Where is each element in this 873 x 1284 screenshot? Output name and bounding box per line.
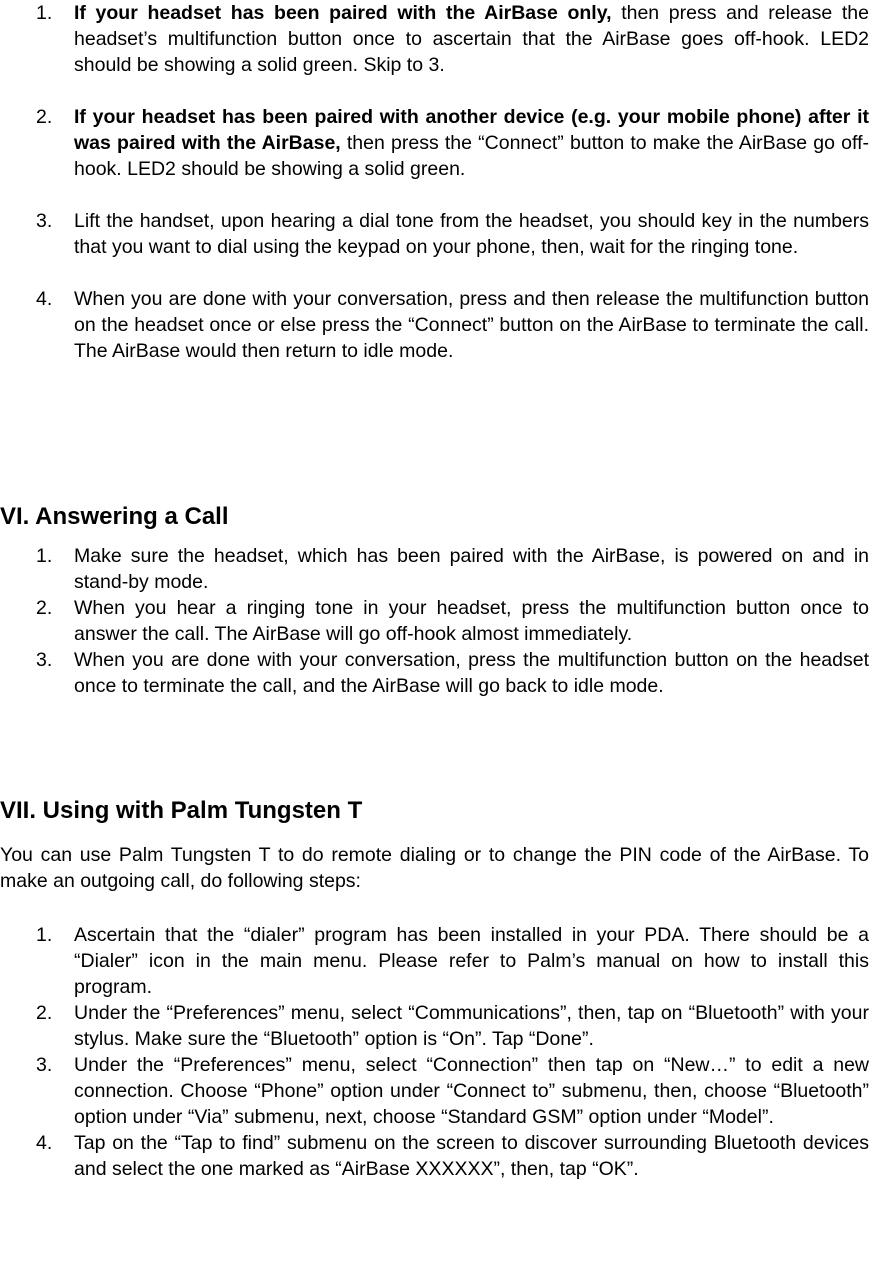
- step-text: When you are done with your conversation, press and then release the multifunction button on the headset once or else press the “Connect” button on the AirBase to terminate the call. The AirBase would then return to idle mode.: [74, 288, 869, 362]
- list-item: [0, 1130, 873, 1182]
- list-item: [0, 922, 873, 1000]
- step-text: Lift the handset, upon hearing a dial tone from the headset, you should key in the numbers that you want to dial using the keypad on your phone, then, wait for the ringing tone.: [74, 210, 869, 258]
- section-heading-answering-call: VI. Answering a Call: [0, 503, 229, 530]
- list-item: [0, 1052, 873, 1130]
- step-text: then press and release the headset’s multifunction button once to ascertain that the AirBase goes off-hook. LED2 should be showing a solid green. Skip to 3.: [74, 2, 869, 76]
- step-number: 1.: [36, 545, 53, 567]
- list-item: [0, 286, 873, 364]
- list-item: [0, 647, 873, 699]
- step-number: 4.: [36, 1132, 53, 1154]
- step-number: 3.: [36, 1054, 53, 1076]
- step-number: 1.: [36, 924, 53, 946]
- step-number: 3.: [36, 649, 53, 671]
- making-call-steps-list: [0, 0, 873, 364]
- step-text: Under the “Preferences” menu, select “Communications”, then, tap on “Bluetooth” with your stylus. Make sure the “Bluetooth” option is “On”. Tap “Done”.: [74, 1002, 869, 1050]
- step-text: When you hear a ringing tone in your headset, press the multifunction button once to answer the call. The AirBase will go off-hook almost immediately.: [74, 597, 869, 645]
- step-number: 2.: [36, 1002, 53, 1024]
- list-item: [0, 595, 873, 647]
- step-number: 2.: [36, 597, 53, 619]
- list-item: [0, 543, 873, 595]
- step-text: Make sure the headset, which has been paired with the AirBase, is powered on and in stand-by mode.: [74, 545, 869, 593]
- step-text: then press the “Connect” button to make the AirBase go off-hook. LED2 should be showing a solid green.: [74, 132, 869, 180]
- step-number: 1.: [36, 2, 53, 24]
- palm-tungsten-steps-list: [0, 922, 873, 1182]
- list-item: [0, 208, 873, 260]
- step-text: Tap on the “Tap to find” submenu on the screen to discover surrounding Bluetooth devices and select the one marked as “AirBase XXXXXX”, then, tap “OK”.: [74, 1132, 869, 1180]
- section-intro-paragraph: You can use Palm Tungsten T to do remote dialing or to change the PIN code of the AirBase. To make an outgoing call, do following steps:: [0, 844, 869, 892]
- step-lead-text: If your headset has been paired with the AirBase only,: [74, 2, 612, 24]
- step-number: 4.: [36, 288, 53, 310]
- step-text: Ascertain that the “dialer” program has been installed in your PDA. There should be a “Dialer” icon in the main menu. Please refer to Palm’s manual on how to install this program.: [74, 924, 869, 998]
- list-item: [0, 1000, 873, 1052]
- step-number: 2.: [36, 106, 53, 128]
- section-heading-palm-tungsten: VII. Using with Palm Tungsten T: [0, 797, 363, 824]
- answering-call-steps-list: [0, 543, 873, 699]
- list-item: [0, 0, 873, 78]
- list-item: [0, 104, 873, 182]
- step-lead-text: If your headset has been paired with another device (e.g. your mobile phone) after it was paired with the AirBase,: [74, 106, 869, 154]
- step-text: Under the “Preferences” menu, select “Connection” then tap on “New…” to edit a new connection. Choose “Phone” option under “Connect to” submenu, then, choose “Bluetooth” option under “Via” submenu, next, choose “Standard GSM” option under “Model”.: [74, 1054, 869, 1128]
- step-text: When you are done with your conversation, press the multifunction button on the headset once to terminate the call, and the AirBase will go back to idle mode.: [74, 649, 869, 697]
- step-number: 3.: [36, 210, 53, 232]
